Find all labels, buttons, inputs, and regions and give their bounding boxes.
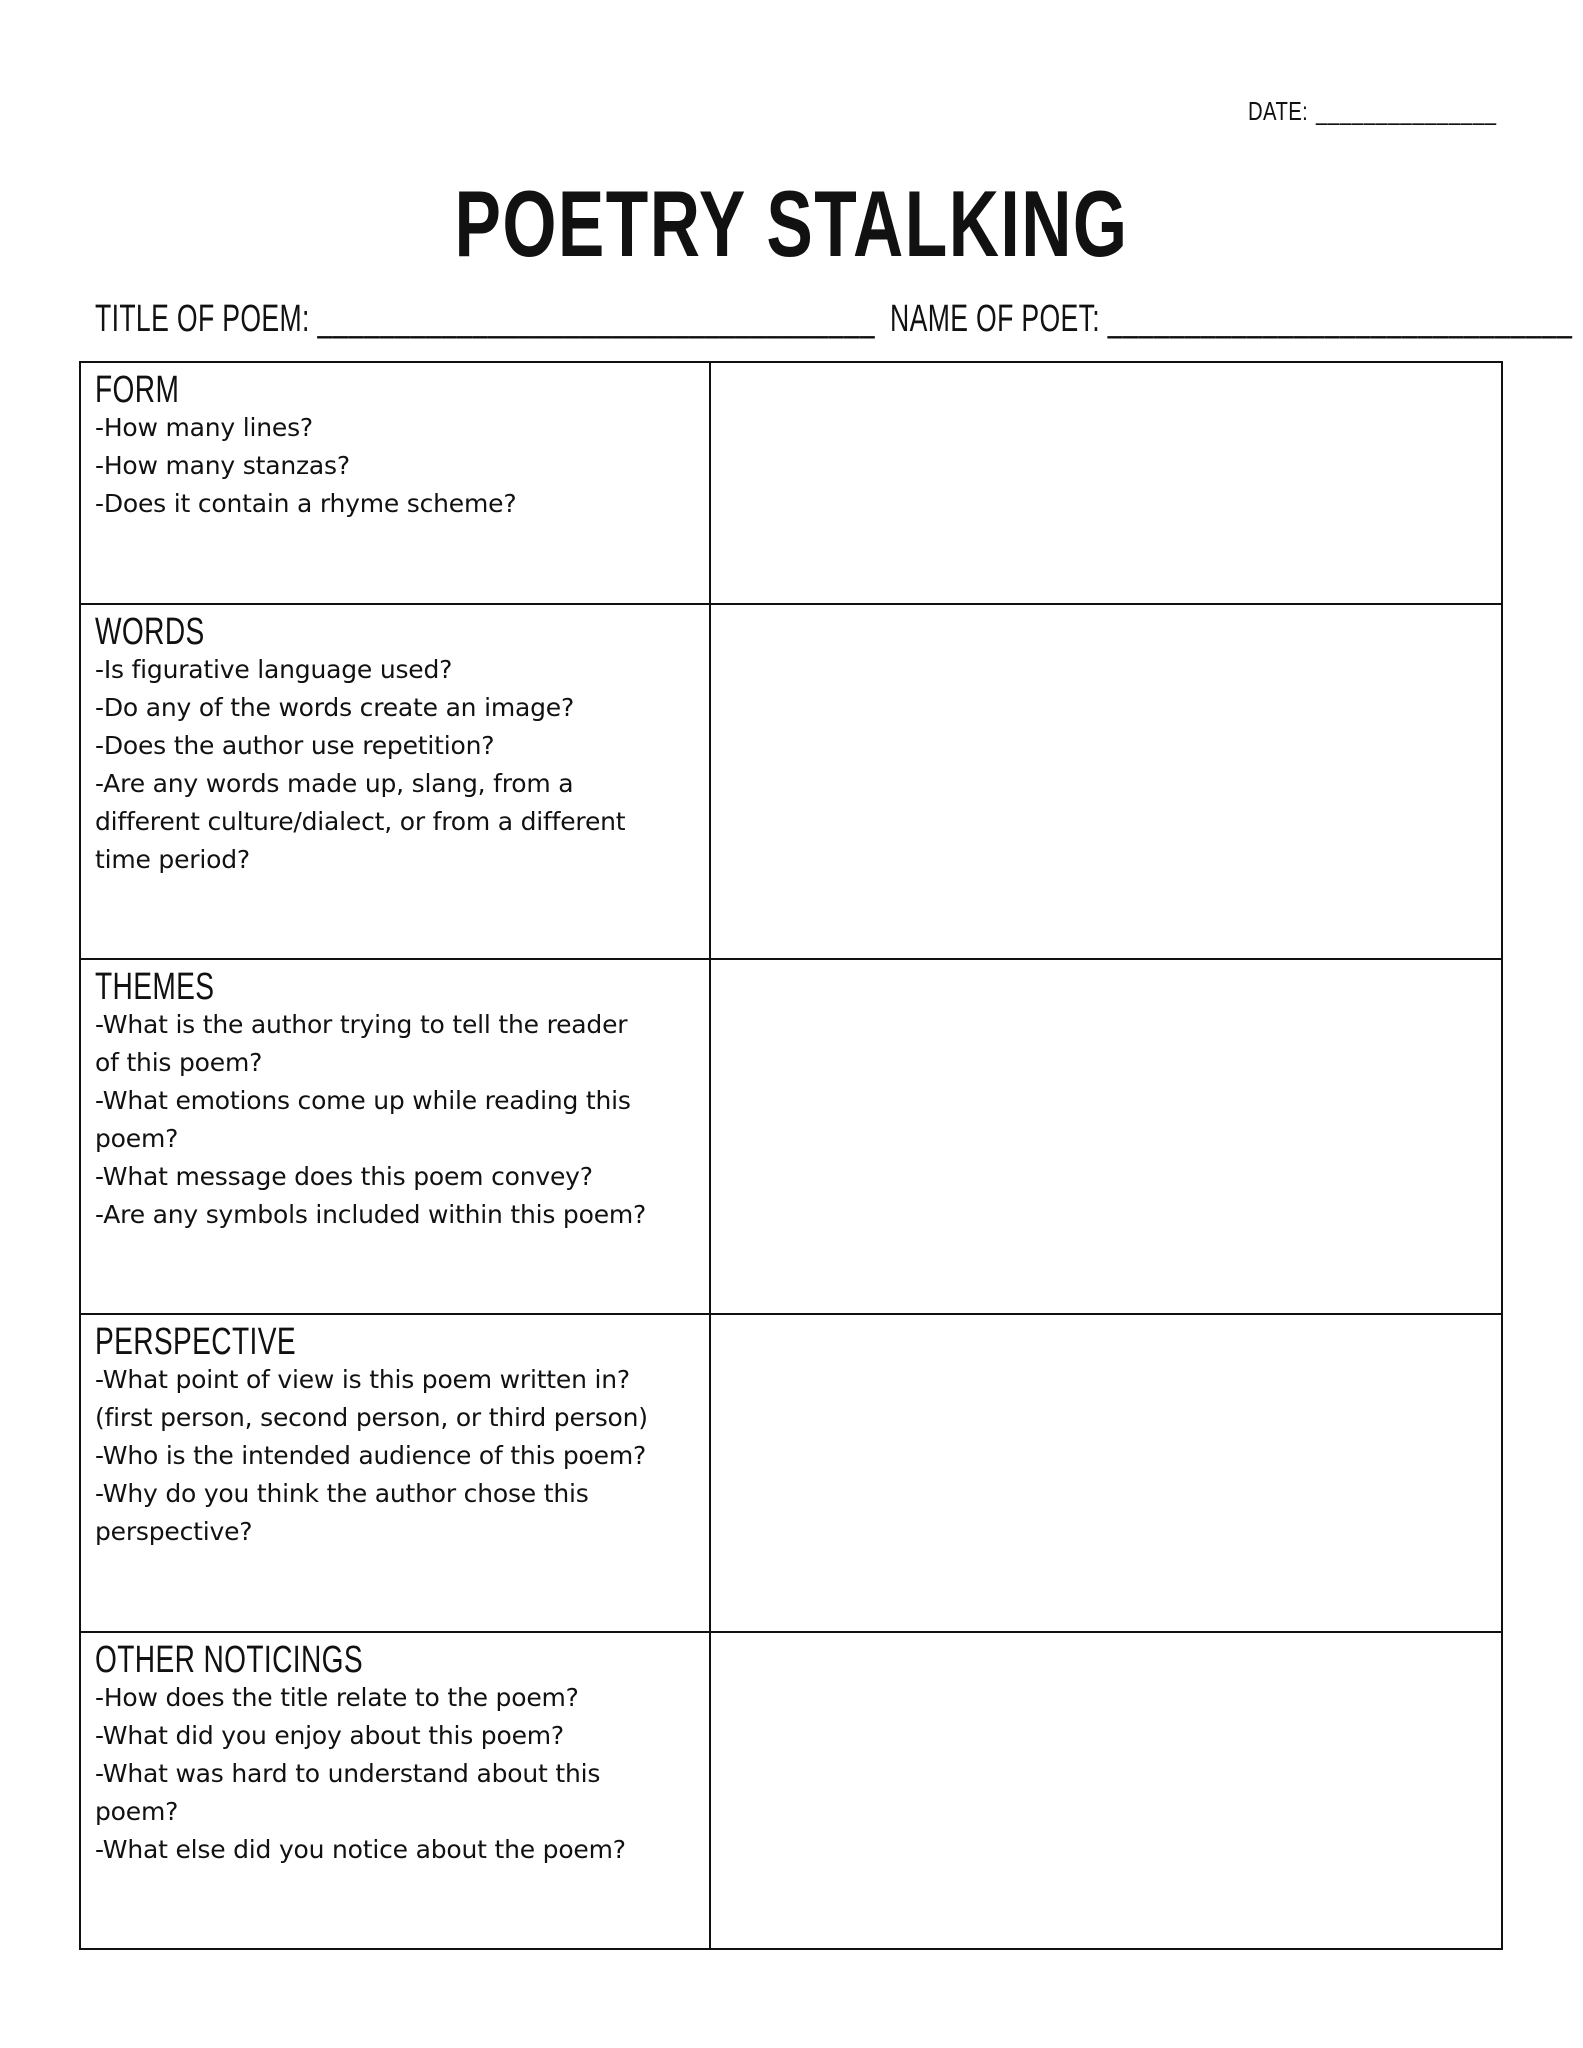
question-line: -How many stanzas? [95,451,350,480]
section-row-other-noticings [80,1632,1502,1949]
question-line: perspective? [95,1517,253,1546]
answer-cell-form[interactable] [710,362,1502,604]
question-line: -Who is the intended audience of this poem? [95,1441,647,1470]
answer-cell-words[interactable] [710,604,1502,959]
answer-cell-perspective[interactable] [710,1314,1502,1632]
answer-cell-themes[interactable] [710,959,1502,1314]
section-row-themes [80,959,1502,1314]
question-line: time period? [95,845,250,874]
question-line: poem? [95,1124,179,1153]
section-heading: THEMES [95,966,215,1008]
question-line: -Does the author use repetition? [95,731,495,760]
question-line: -What message does this poem convey? [95,1162,593,1191]
date-blank-line[interactable]: _______________ [1315,96,1497,126]
prompt-cell-perspective [80,1314,710,1632]
prompt-cell-other-noticings [80,1632,710,1949]
poem-title-blank-line[interactable]: ____________________________________ [317,298,876,340]
prompt-cell-themes [80,959,710,1314]
section-row-perspective [80,1314,1502,1632]
poet-name-blank-line[interactable]: ______________________________ [1107,298,1573,340]
answer-cell-other-noticings[interactable] [710,1632,1502,1949]
question-line: -How many lines? [95,413,313,442]
question-line: -Are any words made up, slang, from a [95,769,574,798]
poem-info-row [95,298,1573,341]
question-line: -How does the title relate to the poem? [95,1683,579,1712]
question-line: -What was hard to understand about this [95,1759,601,1788]
question-line: -Why do you think the author chose this [95,1479,589,1508]
question-line: -What did you enjoy about this poem? [95,1721,564,1750]
page-title: POETRY STALKING [454,171,1129,276]
question-line: -Are any symbols included within this poem? [95,1200,647,1229]
question-line: -What emotions come up while reading this [95,1086,631,1115]
question-line: -What else did you notice about the poem? [95,1835,626,1864]
prompt-cell-words [80,604,710,959]
worksheet-table [79,361,1503,1950]
section-heading: FORM [95,369,180,411]
question-line: (first person, second person, or third person) [95,1403,648,1432]
section-row-words [80,604,1502,959]
section-heading: PERSPECTIVE [95,1321,296,1363]
section-row-form [80,362,1502,604]
poet-name-label: NAME OF POET: [890,298,1101,340]
question-line: of this poem? [95,1048,263,1077]
question-line: poem? [95,1797,179,1826]
question-line: -What point of view is this poem written in? [95,1365,630,1394]
question-line: -What is the author trying to tell the reader [95,1010,628,1039]
date-field[interactable] [1248,96,1497,127]
section-heading: WORDS [95,611,205,653]
question-line: -Do any of the words create an image? [95,693,575,722]
date-label: DATE: [1248,96,1309,126]
poem-title-label: TITLE OF POEM: [95,298,310,340]
section-heading: OTHER NOTICINGS [95,1639,364,1681]
prompt-cell-form [80,362,710,604]
question-line: different culture/dialect, or from a different [95,807,626,836]
question-line: -Is figurative language used? [95,655,453,684]
question-line: -Does it contain a rhyme scheme? [95,489,517,518]
